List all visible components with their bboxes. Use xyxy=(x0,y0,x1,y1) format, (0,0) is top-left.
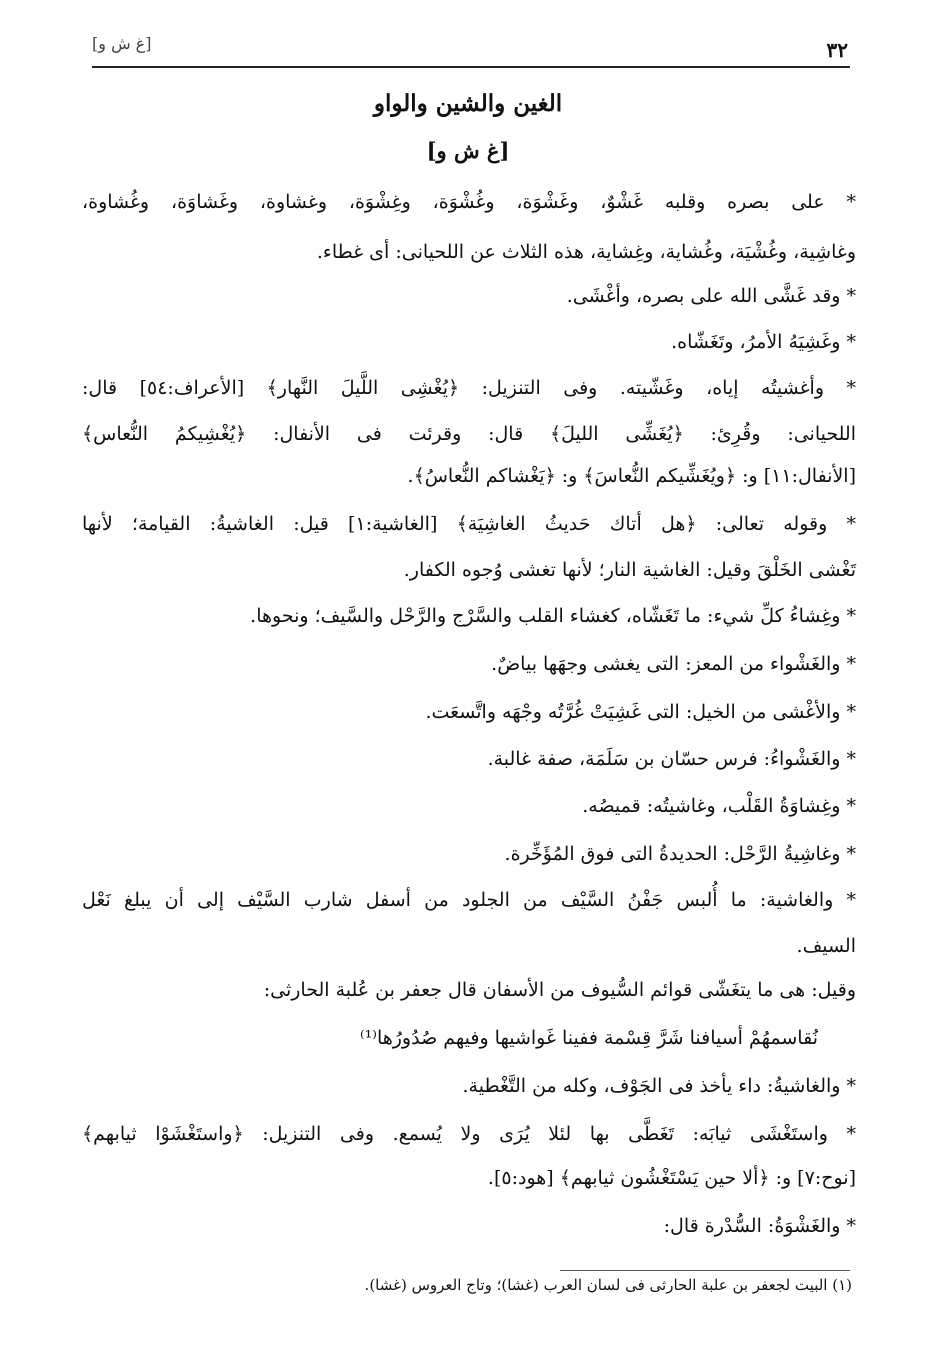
text-line: * والغَشْواءُ: فرس حسّان بن سَلَمَة، صفة غالبة. xyxy=(487,748,856,770)
text-line: اللحيانى: وقُرِئ: ﴿يُغَشِّى الليلَ﴾ قال: وقرئت فى الأنفال: ﴿يُغْشِيكمُ النُّعاس﴾ xyxy=(82,423,856,445)
text-line: وغاشِية، وغُشْيَة، وغُشاية، وغِشاية، هذه الثلاث عن اللحيانى: أى غطاء. xyxy=(316,241,856,263)
text-line: * والغاشيةُ: داء يأخذ فى الجَوْف، وكله من التَّغْطية. xyxy=(462,1075,856,1097)
footnote: (١) البيت لجعفر بن علبة الحارثى فى لسان العرب (غشا)؛ وتاج العروس (غشا). xyxy=(364,1276,852,1294)
text-line: * والأغْشى من الخيل: التى غَشِيَتْ غُرَّتُه وجْهَه واتَّسعَت. xyxy=(425,701,856,723)
text-line: * وقد غَشَّى الله على بصره، وأغْشَى. xyxy=(566,285,856,307)
text-line: * وقوله تعالى: ﴿هل أتاك حَديثُ الغاشِيَة﴾ [الغاشية:١] قيل: الغاشيةُ: القيامة؛ لأنها xyxy=(82,513,856,535)
section-subtitle: [غ ش و] xyxy=(426,138,510,163)
text-line: [نوح:٧] و: ﴿ألا حين يَسْتَغْشُون ثيابهم﴾ [هود:٥]. xyxy=(487,1167,856,1189)
text-line: * والغَشْواء من المعز: التى يغشى وجهَها بياضٌ. xyxy=(491,653,856,675)
verse-line: نُقاسمهُمْ أسيافنا شَرَّ قِسْمة ففينا غَواشيها وفيهم صُدُورُها⁽¹⁾ xyxy=(359,1027,818,1049)
text-line: * وغاشِيةُ الرَّحْل: الحديدةُ التى فوق المُؤَخِّرة. xyxy=(504,843,856,865)
page-number: ٣٢ xyxy=(826,38,848,62)
section-title: الغين والشين والواو xyxy=(373,90,563,117)
text-line: * والغاشية: ما أُلبس جَفْنُ السَّيْف من الجلود من أسفل شارب السَّيْف إلى أن يبلغ نَعْل xyxy=(82,889,856,911)
text-line: * والغَشْوَةُ: السُّدْرة قال: xyxy=(663,1215,856,1237)
footnote-rule xyxy=(560,1270,850,1271)
text-line: السيف. xyxy=(796,935,856,957)
text-line: * على بصره وقلبه غَشْوٌ، وغَشْوَة، وغُشْوَة، وغِشْوَة، وغشاوة، وغَشاوَة، وغُشاوة، xyxy=(82,191,856,213)
text-line: وقيل: هى ما يتغَشّى قوائم السُّيوف من الأسفان قال جعفر بن عُلبة الحارثى: xyxy=(263,979,856,1001)
header-rule xyxy=(92,66,850,68)
text-line: [الأنفال:١١] و: ﴿ويُغَشِّيكم النُّعاسَ﴾ و: ﴿يَغْشاكم النُّعاسُ﴾. xyxy=(407,465,856,487)
text-line: * وغَشِيَهُ الأمرُ، وتَغَشّاه. xyxy=(671,331,856,353)
text-line: * وغِشاوَةُ القَلْب، وغاشيتُه: قميصُه. xyxy=(582,795,856,817)
text-line: * وأغشيتُه إياه، وغَشّيته. وفى التنزيل: ﴿يُغْشِى اللَّيلَ النَّهار﴾ [الأعراف:٥٤] قال: xyxy=(82,377,856,399)
text-line: * واستَغْشَى ثيابَه: تَغَطَّى بها لئلا يُرَى ولا يُسمع. وفى التنزيل: ﴿واستَغْشَوْا ثيابهم﴾ xyxy=(82,1123,856,1145)
text-line: * وغِشاءُ كلِّ شيء: ما تَغَشّاه، كغشاء القلب والسَّرْج والرَّحْل والسَّيف؛ ونحوها. xyxy=(250,605,856,627)
text-line: تَغْشى الخَلْقَ وقيل: الغاشية النار؛ لأنها تغشى وُجوه الكفار. xyxy=(403,559,856,581)
running-head: [غ ش و] xyxy=(92,34,152,53)
